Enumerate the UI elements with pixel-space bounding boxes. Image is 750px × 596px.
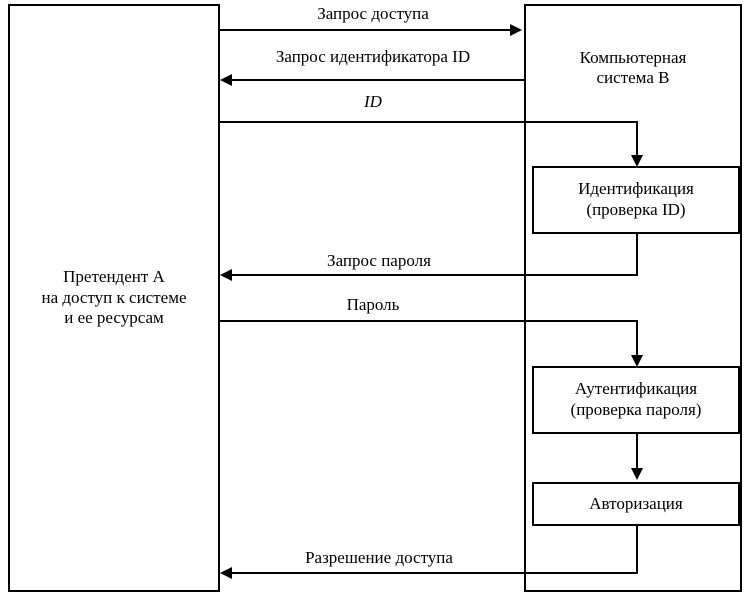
actor-box-claimant [8, 4, 220, 592]
process-identification-label [578, 179, 694, 220]
process-identification-line-2: (проверка ID) [586, 200, 686, 219]
actor-claimant-line-2: на доступ к системе [41, 287, 187, 307]
message-password-request-line [232, 274, 638, 276]
message-password-request-label: Запрос пароля [327, 251, 431, 270]
process-box-authorization [532, 482, 740, 526]
message-access-granted-riser [636, 526, 638, 574]
message-password-request-riser [636, 234, 638, 276]
message-password-send-drop [636, 320, 638, 360]
message-access-request-arrowhead [510, 24, 522, 36]
connector-auth-to-authorization-arrowhead [631, 468, 643, 480]
actor-claimant-label [41, 267, 186, 329]
process-authorization-line-1: Авторизация [589, 493, 683, 513]
message-access-granted-line [232, 572, 638, 574]
process-authorization-label [589, 494, 682, 515]
message-access-granted-label: Разрешение доступа [305, 548, 453, 567]
message-id-request-label: Запрос идентификатора ID [275, 47, 471, 66]
actor-system-line-2: система B [596, 68, 670, 88]
process-authentication-line-1: Аутентификация [574, 379, 698, 399]
message-access-granted-arrowhead [220, 567, 232, 579]
message-id-request-arrowhead [220, 74, 232, 86]
process-box-authentication [532, 366, 740, 434]
message-id-send-line [220, 121, 638, 123]
process-authentication-label [571, 379, 702, 420]
connector-auth-to-authorization [636, 434, 638, 472]
actor-system-line-1: Компьютерная [579, 48, 687, 67]
actor-claimant-line-1: Претендент A [63, 266, 165, 286]
process-identification-line-1: Идентификация [578, 179, 694, 199]
message-access-request-line [220, 29, 512, 31]
message-password-send-label: Пароль [346, 295, 400, 314]
message-password-send-line [220, 320, 638, 322]
actor-claimant-line-3: и ее ресурсам [64, 308, 164, 328]
message-access-request-label: Запрос доступа [317, 4, 429, 23]
message-id-request-line [232, 79, 524, 81]
message-id-send-label: ID [364, 92, 382, 111]
actor-system-label [524, 48, 742, 89]
message-password-request-arrowhead [220, 269, 232, 281]
process-box-identification [532, 166, 740, 234]
process-authentication-line-2: (проверка пароля) [570, 400, 702, 419]
